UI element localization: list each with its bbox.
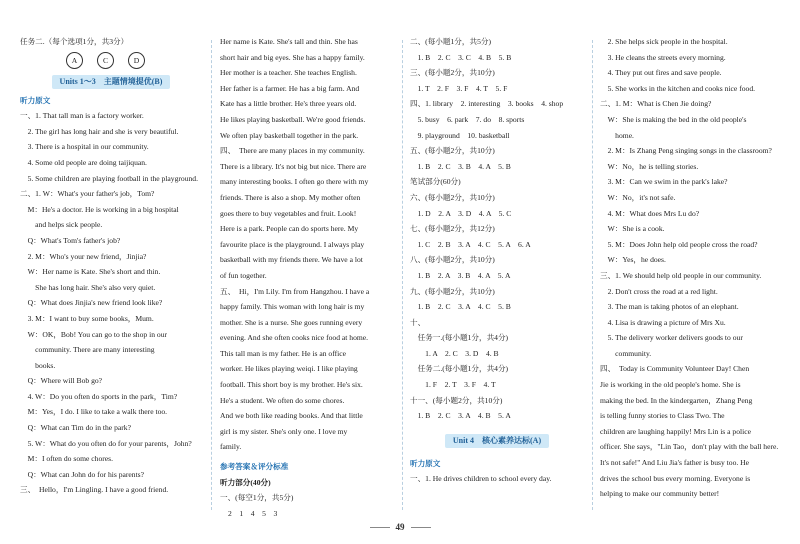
text-line: making the bed. In the kindergarten，Zhang Peng (600, 395, 753, 405)
text-line: 1. B 2. A 3. B 4. A 5. A (410, 270, 511, 280)
text-line: W：She is a cook. (600, 224, 665, 234)
text-line: 1. C 2. B 3. A 4. C 5. A 6. A (410, 239, 531, 249)
text-line: happy family. This woman with long hair is my (220, 302, 365, 312)
text-line: 九、(每小题2分，共10分) (410, 286, 495, 296)
text-line: 3. M：Can we swim in the park's lake? (600, 177, 728, 187)
text-line: Q：What's Tom's father's job? (20, 235, 121, 245)
text-line: There is a library. It's not big but nice. There are (220, 161, 367, 171)
text-line: 1. D 2. A 3. D 4. A 5. C (410, 208, 512, 218)
text-line: 八、(每小题2分，共10分) (410, 255, 495, 265)
text-line: goes there to buy vegetables and fruit. Look! (220, 208, 357, 218)
text-block (20, 108, 202, 498)
column-3 (410, 34, 584, 487)
text-line: 4. Some old people are doing taijiquan. (20, 157, 147, 167)
question-line: 一、(每空1分，共5分) (220, 493, 294, 503)
section-title: 听力原文 (410, 458, 441, 468)
column-divider (211, 40, 212, 510)
text-line: 3. The man is taking photos of an elephant. (600, 302, 739, 312)
text-line: books. (20, 360, 56, 370)
text-line: He's a student. We often do some chores. (220, 395, 345, 405)
text-line: M：I often do some chores. (20, 454, 114, 464)
unit-header: Units 1～3 主题情境提优(B) (52, 75, 171, 89)
text-line: 七、(每小题2分，共12分) (410, 224, 495, 234)
answer-title: 参考答案＆评分标准 (220, 462, 289, 472)
text-line: of fun together. (220, 270, 267, 280)
text-line: 2. She helps sick people in the hospital. (600, 37, 728, 46)
text-line: Kate has a little brother. He's three years old. (220, 99, 357, 109)
text-line: 任务二.(每小题1分，共4分) (410, 364, 509, 374)
text-line: football. This short boy is my brother. He's six. (220, 380, 363, 390)
text-line: evening. And she often cooks nice food at home. (220, 333, 369, 343)
text-line: 5. busy 6. park 7. do 8. sports (410, 114, 525, 124)
text-line: Her mother is a teacher. She teaches English. (220, 68, 357, 78)
text-line: 5. W：What do you often do for your parents，John? (20, 438, 192, 448)
page-number: 49 (0, 522, 800, 532)
text-line: And we both like reading books. And that little (220, 411, 363, 421)
text-line: W：Yes，he does. (600, 255, 666, 265)
text-line: 1. T 2. F 3. F 4. T 5. F (410, 83, 508, 93)
column-divider (402, 40, 403, 510)
text-line: 1. F 2. T 3. F 4. T (410, 380, 496, 390)
text-line: 二、(每小题1分，共5分) (410, 37, 491, 46)
text-line: and helps sick people. (20, 220, 103, 230)
text-line: 1. B 2. C 3. B 4. A 5. B (410, 161, 511, 171)
text-line: is telling funny stories to Class Two. The (600, 411, 725, 421)
text-line: 3. There is a hospital in our community. (20, 142, 149, 152)
text-line: 1. B 2. C 3. A 4. B 5. A (410, 411, 511, 421)
text-line: 四、 Today is Community Volunteer Day! Chen (600, 364, 750, 374)
text-line: Here is a park. People can do sports here. My (220, 224, 359, 234)
text-block (600, 34, 780, 502)
text-line: Q：What can Tim do in the park? (20, 423, 131, 433)
text-line: girl is my sister. She's only one. I love my (220, 426, 348, 436)
text-line: helping to make our community better! (600, 489, 720, 499)
text-line: 笔试部分(60分) (410, 177, 461, 187)
text-line: W：OK，Bob! You can go to the shop in our (20, 329, 168, 339)
text-line: worker. He likes playing weiqi. I like playing (220, 364, 358, 374)
text-line: M：He's a doctor. He is working in a big hospital (20, 204, 179, 214)
text-line: Jie is working in the old people's home. She is (600, 380, 741, 390)
text-line: Q：What does Jinjia's new friend look like? (20, 298, 163, 308)
text-line: Q：Where will Bob go? (20, 376, 103, 386)
text-line: community. (600, 348, 652, 358)
text-line: W：No，he is telling stories. (600, 161, 699, 171)
text-line: 1. B 2. C 3. C 4. B 5. B (410, 52, 512, 62)
text-line: 1. A 2. C 3. D 4. B (410, 348, 499, 358)
text-line: Her father is a farmer. He has a big farm. And (220, 83, 360, 93)
text-line: 1. B 2. C 3. A 4. C 5. B (410, 302, 511, 312)
text-line: 5. M：Does John help old people cross the road? (600, 239, 758, 249)
text-line: 4. Lisa is drawing a picture of Mrs Xu. (600, 317, 726, 327)
text-line: 2. Don't cross the road at a red light. (600, 286, 718, 296)
text-line: friends. There is also a shop. My mother often (220, 192, 361, 202)
text-line: officer. She says，"Lin Tao，don't play with the ball here. It's not safe!" And Liu Jia's father is busy too. He (600, 442, 779, 468)
text-line: 5. Some children are playing football in the playground. (20, 173, 198, 183)
task-line: 任务二.（每个选项1分，共3分） (20, 37, 129, 46)
text-line: We often play basketball together in the park. (220, 130, 359, 140)
text-line: 四、 There are many places in my community. (220, 146, 365, 156)
column-4 (600, 34, 780, 502)
text-line: 十、 (410, 317, 426, 327)
text-line: 9. playground 10. basketball (410, 130, 510, 140)
text-line: M：Yes，I do. I like to take a walk there too. (20, 407, 168, 417)
circle-option: C (97, 52, 114, 69)
text-line: 一、1. That tall man is a factory worker. (20, 111, 144, 121)
text-line: basketball with my friends there. We have a lot (220, 255, 363, 265)
column-1 (20, 34, 202, 498)
text-line: 4. They put out fires and save people. (600, 68, 722, 78)
text-line: 4. W：Do you often do sports in the park，Tim? (20, 391, 178, 401)
text-line: He likes playing basketball. We're good friends. (220, 114, 366, 124)
text-line: Q：What can John do for his parents? (20, 469, 144, 479)
text-line: home. (600, 130, 634, 140)
text-line: 4. M：What does Mrs Lu do? (600, 208, 700, 218)
answer-circles (20, 52, 202, 69)
text-line: 3. M：I want to buy some books，Mum. (20, 313, 154, 323)
text-line: W：No，it's not safe. (600, 192, 676, 202)
text-line: short hair and big eyes. She has a happy family. (220, 52, 365, 62)
text-line: 三、1. We should help old people in our community. (600, 270, 762, 280)
text-line: Her name is Kate. She's tall and thin. She has (220, 37, 358, 46)
text-line: 二、1. W：What's your father's job，Tom? (20, 189, 155, 199)
column-divider (592, 40, 593, 510)
text-line: 三、(每小题2分，共10分) (410, 68, 495, 78)
text-line: many interesting books. I often go there with my (220, 177, 369, 187)
text-line: W：She is making the bed in the old people's (600, 114, 747, 124)
text-line: favourite place is the playground. I always play (220, 239, 365, 249)
text-line: children are laughing happily! Mrs Lin is a police (600, 426, 751, 436)
text-line: 2. The girl has long hair and she is very beautiful. (20, 126, 179, 136)
circle-option: D (128, 52, 145, 69)
text-line: community. There are many interesting (20, 345, 155, 355)
text-line: 二、1. M：What is Chen Jie doing? (600, 99, 712, 109)
text-line: 2. M：Who's your new friend，Jinjia? (20, 251, 147, 261)
text-block (220, 34, 394, 455)
unit-header: Unit 4 核心素养达标(A) (445, 434, 549, 448)
text-line: drives the school bus every morning. Everyone is (600, 473, 751, 483)
text-line: mother. She is a nurse. She goes running every (220, 317, 363, 327)
answer-line: 2 1 4 5 3 (228, 508, 278, 518)
text-line: W：Her name is Kate. She's short and thin. (20, 267, 161, 277)
text-line: family. (220, 442, 242, 452)
section-title: 听力原文 (20, 95, 51, 105)
section-title: 听力部分(40分) (220, 477, 271, 487)
circle-option: A (66, 52, 83, 69)
text-block (410, 34, 584, 424)
text-line: 一、1. He drives children to school every day. (410, 474, 552, 484)
text-line: 2. M：Is Zhang Peng singing songs in the classroom? (600, 146, 772, 156)
text-line: 六、(每小题2分，共10分) (410, 192, 495, 202)
text-line: 3. He cleans the streets every morning. (600, 52, 726, 62)
text-line: 五、 Hi，I'm Lily. I'm from Hangzhou. I have a (220, 286, 370, 296)
text-line: She has long hair. She's also very quiet. (20, 282, 156, 292)
column-2 (220, 34, 394, 521)
text-line: 十一、(每小题2分，共10分) (410, 395, 503, 405)
text-line: This tall man is my father. He is an office (220, 348, 346, 358)
text-line: 5. The delivery worker delivers goods to our (600, 333, 743, 343)
text-line: 三、 Hello，I'm Lingling. I have a good friend. (20, 485, 169, 495)
text-line: 四、1. library 2. interesting 3. books 4. shop (410, 99, 564, 109)
text-line: 5. She works in the kitchen and cooks nice food. (600, 83, 756, 93)
text-line: 任务一.(每小题1分，共4分) (410, 333, 509, 343)
text-line: 五、(每小题2分，共10分) (410, 146, 495, 156)
